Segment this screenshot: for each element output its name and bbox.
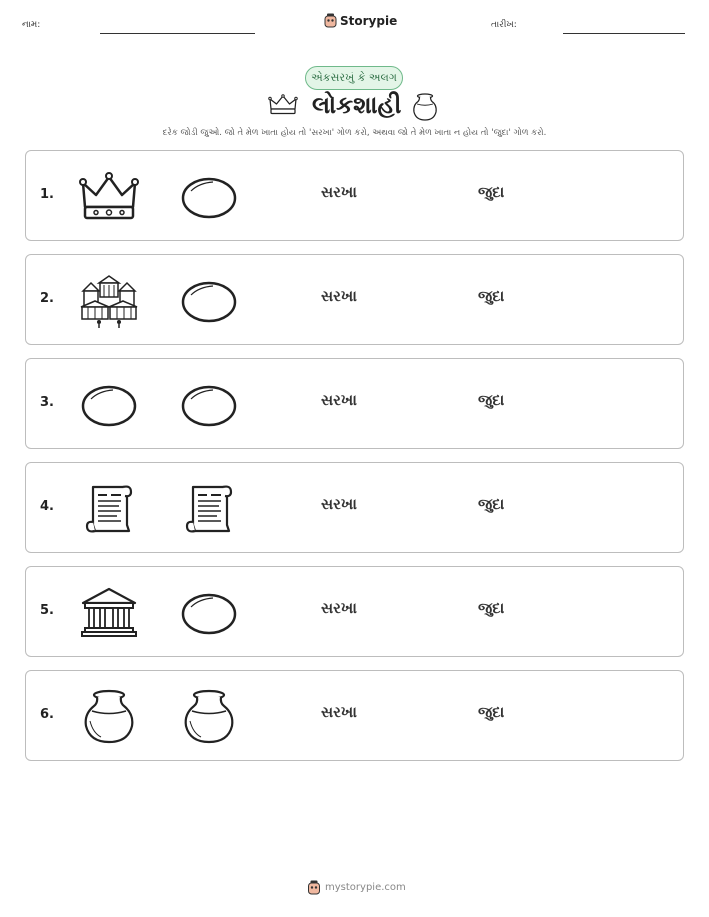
question-number: 3. [40, 395, 54, 410]
brand-name: Storypie [340, 13, 398, 28]
pot-icon [179, 689, 239, 745]
question-number: 2. [40, 291, 54, 306]
footer [307, 880, 406, 895]
scroll-icon [179, 481, 239, 537]
different-option[interactable]: જુદા [478, 183, 505, 201]
name-field[interactable] [100, 33, 255, 34]
name-label: નામ: [22, 20, 41, 30]
question-row [25, 358, 684, 449]
question-row [25, 566, 684, 657]
brand-logo [324, 13, 397, 28]
temple-icon [79, 585, 139, 641]
different-option[interactable]: જુદા [478, 391, 505, 409]
question-row [25, 670, 684, 761]
date-label: તારીખ: [491, 20, 517, 30]
question-row [25, 462, 684, 553]
same-option[interactable]: સરખા [321, 599, 357, 617]
date-field[interactable] [563, 33, 685, 34]
storypie-mascot-icon [307, 880, 321, 895]
worksheet-type-badge: એકસરખું કે અલગ [305, 66, 403, 90]
same-option[interactable]: સરખા [321, 495, 357, 513]
pebble-icon [179, 169, 239, 225]
same-option[interactable]: સરખા [321, 703, 357, 721]
instructions-text: દરેક જોડી જુઓ. જો તે મેળ ખાતા હોય તો 'સરખા' ગોળ કરો, અથવા જો તે મેળ ખાતા ન હોય તો 'જુદા' ગોળ કરો. [162, 128, 547, 138]
crown-icon [268, 94, 298, 120]
pebble-icon [179, 585, 239, 641]
same-option[interactable]: સરખા [321, 391, 357, 409]
question-number: 6. [40, 707, 54, 722]
question-number: 5. [40, 603, 54, 618]
different-option[interactable]: જુદા [478, 599, 505, 617]
pebble-icon [179, 273, 239, 329]
different-option[interactable]: જુદા [478, 703, 505, 721]
question-number: 1. [40, 187, 54, 202]
different-option[interactable]: જુદા [478, 495, 505, 513]
question-row [25, 150, 684, 241]
pot-icon [410, 92, 440, 126]
pebble-icon [79, 377, 139, 433]
market-icon [79, 273, 139, 329]
page-title: લોકશાહી [312, 91, 402, 119]
pot-icon [79, 689, 139, 745]
same-option[interactable]: સરખા [321, 287, 357, 305]
scroll-icon [79, 481, 139, 537]
question-row [25, 254, 684, 345]
same-option[interactable]: સરખા [321, 183, 357, 201]
footer-url: mystorypie.com [325, 882, 406, 893]
crown-icon [79, 169, 139, 225]
question-number: 4. [40, 499, 54, 514]
pebble-icon [179, 377, 239, 433]
storypie-mascot-icon [324, 13, 337, 28]
different-option[interactable]: જુદા [478, 287, 505, 305]
